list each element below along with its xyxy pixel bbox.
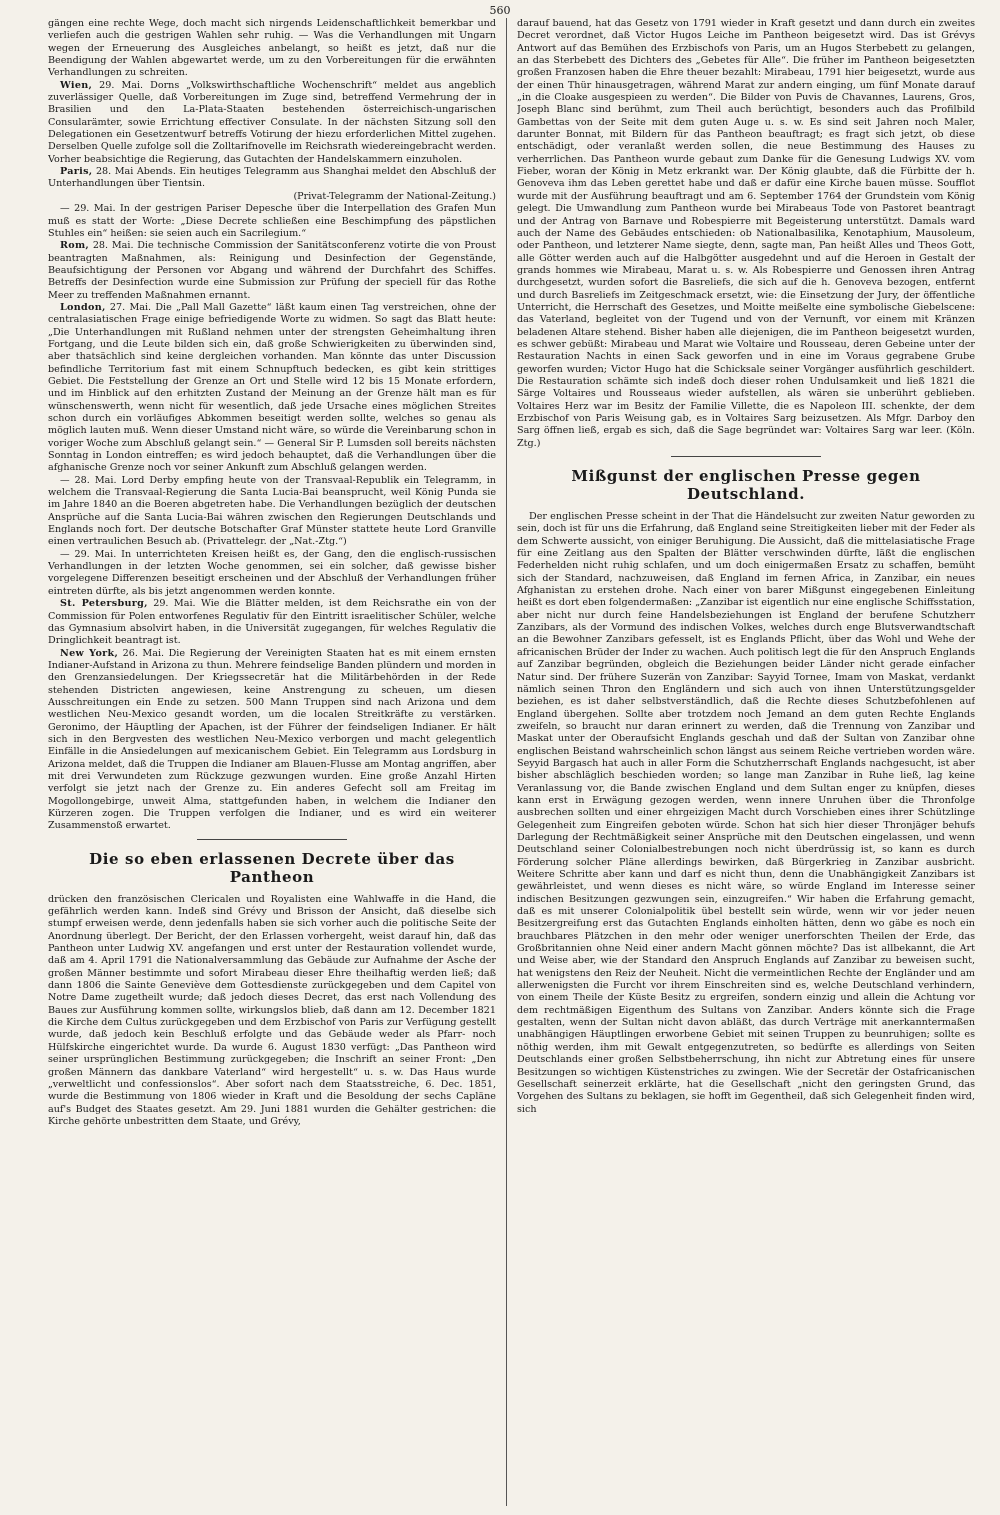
dateline-new-york: New York, bbox=[60, 647, 119, 659]
article-body-pantheon: drücken den französischen Clericalen und Royalisten eine Wahlwaffe in die Hand, die gefährlich werden kann. Indeß sind Grévy und Brisson der Ansicht, daß dieselbe sich stumpf erweisen werde, denn jedenfalls haben sie sich vorher auch die politische Seite der Anordnung überlegt. Der Bericht, der den Erlassen vorhergeht, weist darauf hin, daß das Pantheon unter Ludwig XV. angefangen und erst unter der Restauration vollendet wurde, daß am 4. April 1791 die Nationalversammlung das Gebäude zur Aufnahme der Asche der großen Männer bestimmte und sofort Mirabeau dieser Ehre theilhaftig werden ließ; daß dann 1806 die Sainte Geneviève dem Gottesdienste zurückgegeben und dem Capitel von Notre Dame zugetheilt wurde; daß jedoch dieses Decret, das erst nach Vollendung des Baues zur Ausführung kommen sollte, wirkungslos blieb, daß dann am 12. December 1821 die Kirche dem Cultus zurückgegeben und dem Erzbischof von Paris zur Verfügung gestellt wurde, daß jedoch kein Beschluß erfolgte und das Gebäude weder als Pfarr- noch Hülfskirche eingerichtet wurde. Da wurde 6. August 1830 verfügt: „Das Pantheon wird seiner ursprünglichen Bestimmung zurückgegeben; die Inschrift an seiner Front: „Den großen Männern das dankbare Vaterland“ wird hergestellt“ u. s. w. Das Haus wurde „verweltlicht und confessionslos“. Aber sofort nach dem Staatsstreiche, 6. Dec. 1851, wurde die Bestimmung von 1806 wieder in Kraft und die Besoldung der sechs Capläne auf's Budget des Staates gesetzt. Am 29. Juni 1881 wurden die Gehälter gestrichen: die Kirche gehörte unbestritten dem Staate, und Grévy, bbox=[48, 893, 496, 1127]
page-number: 560 bbox=[489, 4, 511, 17]
news-text-st-petersburg: 29. Mai. Wie die Blätter melden, ist dem Reichsrathe ein von der Commission für Polen entworfenes Regulativ für den Eintritt israelitischer Schüler, welche das Gymnasium absolvirt haben, in die Universität zugegangen, für welches Regulativ die Dringlichkeit beantragt ist. bbox=[48, 598, 496, 647]
article-heading-pantheon: Die so eben erlassenen Decrete über das Pantheon bbox=[89, 849, 455, 886]
news-item-london bbox=[48, 302, 496, 475]
dateline-london: London, bbox=[60, 301, 106, 313]
news-item-london-2: — 28. Mai. Lord Derby empfing heute von der Transvaal-Republik ein Telegramm, in welchem die Transvaal-Regierung die Santa Lucia-Bai beansprucht, weil König Punda sie im Jahre 1840 an die Boeren abgetreten habe. Die Verhandlungen bezüglich der deutschen Ansprüche auf die Santa Lucia-Bai währen zwischen den Regierungen Deutschlands und Englands noch fort. Der deutsche Botschafter Graf Münster stattete heute Lord Granville einen vertraulichen Besuch ab. (Privattelegr. der „Nat.-Ztg.“) bbox=[48, 474, 496, 548]
news-text-paris: 28. Mai Abends. Ein heutiges Telegramm aus Shanghai meldet den Abschluß der Unterhandlungen über Tientsin. bbox=[48, 166, 496, 190]
article-heading-presse: Mißgunst der englischen Presse gegen Deutschland. bbox=[571, 467, 921, 504]
news-item-wien bbox=[48, 80, 496, 166]
news-item-st-petersburg bbox=[48, 598, 496, 647]
news-item-rom bbox=[48, 240, 496, 302]
news-text-wien: 29. Mai. Dorns „Volkswirthschaftliche Wochenschrift“ meldet aus angeblich zuverlässiger Quelle, daß Vorbereitungen im Zuge sind, betreffend Vermehrung der in Brasilien und den La-Plata-Staaten bestehenden österreichisch-ungarischen Consularämter, sowie Errichtung effectiver Consulate. In der nächsten Sitzung soll den Delegationen ein Gesetzentwurf betreffs Votirung der hiezu erforderlichen Mittel zugehen. Derselben Quelle zufolge soll die Zolltarifnovelle im Reichsrath wiedereingebracht werden. Vorher beabsichtige die Regierung, das Gutachten der Handelskammern einzuholen. bbox=[48, 79, 496, 165]
news-item-london-3: — 29. Mai. In unterrichteten Kreisen heißt es, der Gang, den die englisch-russischen Verhandlungen in der letzten Woche genommen, sei ein solcher, daß gewisse bisher vorgelegene Differenzen beseitigt erscheinen und der Abschluß der Verhandlungen früher eintreten dürfte, als bis jetzt angenommen werden konnte. bbox=[48, 548, 496, 597]
article-continuation: gängen eine rechte Wege, doch macht sich nirgends Leidenschaftlichkeit bemerkbar und verliefen auch die gestrigen Wahlen sehr ruhig. — Was die Verhandlungen mit Ungarn wegen der Erneuerung des Ausgleiches anbelangt, so heißt es jetzt, daß nur die Beendigung der Wahlen abgewartet werde, um zu den Vorbereitungen für die erwähnten Verhandlungen zu schreiten. bbox=[48, 18, 496, 79]
news-text-new-york: 26. Mai. Die Regierung der Vereinigten Staaten hat es mit einem ernsten Indianer-Aufstand in Arizona zu thun. Mehrere feindselige Banden plündern und morden in den Grenzansiedelungen. Der Kriegssecretär hat die Militärbehörden in der Rede stehenden Districten angewiesen, keine Anstrengung zu scheuen, um diesen Ausschreitungen ein Ende zu setzen. 500 Mann Truppen sind nach Arizona und dem westlichen Neu-Mexico gesandt worden, um die localen Streitkräfte zu verstärken. Geronimo, der Häuptling der Apachen, ist der Führer der feindseligen Indianer. Er hält sich in den Bergvesten des westlichen Neu-Mexico verborgen und macht gelegentlich Einfälle in die Ansiedelungen auf mexicanischem Gebiet. Ein Telegramm aus Lordsburg in Arizona meldet, daß die Truppen die Indianer am Blauen-Flusse am Montag angriffen, aber mit drei Verwundeten zum Rückzuge gezwungen wurden. Eine große Anzahl Hirten verfolgt sie jetzt nach der Grenze zu. Ein anderes Gefecht soll am Freitag im Mogollongebirge, unweit Alma, stattgefunden haben, in welchem die Indianer den Kürzeren zogen. Die Truppen verfolgen die Indianer, und es wird ein weiterer Zusammenstoß erwartet. bbox=[48, 647, 496, 832]
dateline-paris: Paris, bbox=[60, 166, 93, 178]
news-item-new-york bbox=[48, 648, 496, 833]
article-body-pantheon-continued: darauf bauend, hat das Gesetz von 1791 wieder in Kraft gesetzt und dann durch ein zweites Decret verordnet, daß Victor Hugos Leiche im Pantheon beigesetzt wird. Das ist Grévys Antwort auf das Bemühen des Erzbischofs von Paris, um an Hugos Sterbebett zu gelangen, an das Sterbebett des Dichters des „Gebetes für Alle“. Die früher im Pantheon beigesetzten großen Franzosen haben die Ehre theuer bezahlt: Mirabeau, 1791 hier beigesetzt, wurde aus der einen Thür hinausgetragen, während Marat zur andern einging, um fünf Monate darauf „in die Cloake ausgespieen zu werden“. Die Bilder von Puvis de Chavannes, Laurens, Gros, Joseph Blanc sind berühmt, zum Theil auch berüchtigt, besonders auch das Profilbild Gambettas von der Seite mit dem guten Auge u. s. w. Es sind seit Jahren noch Maler, darunter Bonnat, mit Bildern für das Pantheon beauftragt; es fragt sich jetzt, ob diese entschädigt, oder veranlaßt werden sollen, die neue Bestimmung des Hauses zu verherrlichen. Das Pantheon wurde gebaut zum Danke für die Genesung Ludwigs XV. vom Fieber, woran der König in Metz erkrankt war. Der König glaubte, daß die Fürbitte der h. Genoveva ihm das Leben gerettet habe und daß er dafür eine Kirche bauen müsse. Soufflot wurde mit der Ausführung beauftragt und am 6. September 1764 der Grundstein vom König gelegt. Die Umwandlung zum Pantheon wurde bei Mirabeaus Tode von Pastoret beantragt und der Antrag von Barnave und Robespierre mit Begeisterung unterstützt. Damals ward auch der Name des Gebäudes entschieden: ob Nationalbasilika, Kenotaphium, Mausoleum, oder Pantheon, und letzterer Name siegte, denn, sagte man, Pan heißt Alles und Theos Gott, alle Götter werden auch auf die Halbgötter ausgedehnt und auf die Heroen in Gestalt der grands hommes wie Mirabeau, Marat u. s. w. Als Robespierre und Genossen ihren Antrag durchgesetzt, wurden sofort die Basreliefs, die sich auf die h. Genoveva bezogen, entfernt und durch Basreliefs im Zeitgeschmack ersetzt, wie: die Einsetzung der Jury, der öffentliche Unterricht, die Herrschaft des Gesetzes, und Moitte meißelte eine symbolische Giebelscene: das Vaterland, begleitet von der Tugend und von der Vernunft, vor einem mit Kränzen beladenen Altare stehend. Bisher haben alle diejenigen, die im Pantheon beigesetzt wurden, es schwer gebüßt: Mirabeau und Marat wie Voltaire und Rousseau, deren Gebeine unter der Restauration Nachts in einen Sack geworfen und in eine im Voraus gegrabene Grube geworfen wurden; Victor Hugo hat die Schicksale seiner Vorgänger ausführlich geschildert. Die Restauration schämte sich indeß doch dieser rohen Undulsamkeit und ließ 1821 die Särge Voltaires und Rousseaus wieder aufstellen, als wären sie unberührt geblieben. Voltaires Herz war im Besitz der Familie Villette, die es Napoleon III. schenkte, der dem Erzbischof von Paris Weisung gab, es in Voltaires Sarg beizusetzen. Als Mfgr. Darboy den Sarg öffnen ließ, ergab es sich, daß die Sage begründet war: Voltaires Sarg war leer. (Köln. Ztg.) bbox=[517, 18, 975, 449]
section-divider-right bbox=[671, 456, 821, 457]
article-body-presse: Der englischen Presse scheint in der That die Händelsucht zur zweiten Natur geworden zu sein, doch ist für uns die Erfahrung, daß England seine Streitigkeiten lieber mit der Feder als dem Schwerte aussicht, von einiger Beruhigung. Die Aussicht, daß die mittelasiatische Frage für eine Zeitlang aus den Spalten der Blätter verschwinden dürfte, läßt die englischen Federhelden nicht ruhig schlafen, und um doch einigermaßen Ersatz zu schaffen, bemüht sich der Standard, nachzuweisen, daß England im fernen Africa, in Zanzibar, ein neues Afghanistan zu erstehen drohe. Nach einer von barer Mißgunst eingegebenen Einleitung heißt es dort eben folgendermaßen: „Zanzibar ist eigentlich nur eine englische Schiffsstation, aber nicht nur durch feine Handelsbeziehungen ist England der berufene Schutzherr Zanzibars, als der Vormund des indischen Volkes, welches durch enge Blutsverwandtschaft an die Bewohner Zanzibars gefesselt, ist es Englands Pflicht, über das Wohl und Wehe der africanischen Brüder der Inder zu wachen. Auch politisch legt die für den Anspruch Englands auf Zanzibar begründen, obgleich die Beziehungen beider Länder nicht gerade einfacher Natur sind. Der frühere Suzerän von Zanzibar: Sayyid Tornee, Imam von Maskat, verdankt nämlich seinen Thron den Engländern und sich auch von ihnen Unterstützungsgelder beziehen, es ist daher selbstverständlich, daß die Rechte dieses Schutzbefohlenen auf England übergehen. Sollte aber trotzdem noch Jemand an dem guten Rechte Englands zweifeln, so braucht nur daran erinnert zu werden, daß die Trennung von Zanzibar und Maskat unter der Oberaufsicht Englands geschah und daß der Sultan von Zanzibar ohne englischen Beistand wahrscheinlich schon längst aus seinem Reiche vertrieben worden wäre. Seyyid Bargasch hat auch in aller Form die Schutzherrschaft Englands nachgesucht, ist aber bisher abschläglich beschieden worden; so lange man Zanzibar in Ruhe ließ, lag keine Veranlassung vor, die Bande zwischen England und dem Sultan enger zu knüpfen, dieses kann erst in Erwägung gezogen werden, wenn innere Unruhen über die Thronfolge ausbrechen sollten und einer ehrgeizigen Macht durch Vorschieben eines ihrer Schützlinge Gelegenheit zum Eingreifen geboten würde. Schon hat sich hier dieser Thronjäger behufs Darlegung der Rechtmäßigkeit seiner Ansprüche mit den Deutschen eingelassen, und wenn Deutschland seiner Colonialbestrebungen noch nicht überdrüssig ist, so kann es durch Förderung solcher Pläne allerdings bewirken, daß Bürgerkrieg in Zanzibar ausbricht. Weitere Schritte aber kann und darf es nicht thun, denn die Unabhängigkeit Zanzibars ist gewährleistet, und wenn dieses es nicht wäre, so würde England im Interesse seiner indischen Besitzungen gezwungen sein, einzugreifen.“ Wir haben die Erfahrung gemacht, daß es mit unserer Colonialpolitik übel bestellt sein würde, wenn wir vor jeder neuen Besitzergreifung erst das Gutachten Englands einholten hätten, denn wo gäbe es noch ein brauchbares Plätzchen in den mehr oder weniger unerforschten Theilen der Erde, das Großbritannien ohne Neid einer andern Macht gönnen möchte? Das ist allbekannt, die Art und Weise aber, wie der Standard den Anspruch Englands auf Zanzibar zu beweisen sucht, hat wenigstens den Reiz der Neuheit. Nicht die vermeintlichen Rechte der Engländer und am allerwenigsten die Furcht vor ihrem Einschreiten sind es, welche Deutschland verhindern, von einem Theile der Küste Besitz zu ergreifen, sondern einzig und allein die Achtung vor dem rechtmäßigen Eigenthum des Sultans von Zanzibar. Anders könnte sich die Frage gestalten, wenn der Sultan nicht davon abläßt, das durch Verträge mit anerkanntermaßen unabhängigen Häuptlingen erworbene Gebiet mit seinen Truppen zu beunruhigen; sollte es nöthig werden, ihm mit Gewalt entgegenzutreten, so bedürfte es allerdings von Seiten Deutschlands einer großen Selbstbeherrschung, ihn nicht zur Abtretung eines für unsere Besitzungen so wichtigen Küstenstriches zu zwingen. Wie der Secretär der Ostafricanischen Gesellschaft seinerzeit erklärte, hat die Gesellschaft „nicht den geringsten Grund, das Vorgehen des Sultans zu beklagen, sie hofft im Gegentheil, daß sich Gelegenheit finden wird, sich bbox=[517, 511, 975, 1115]
column-divider bbox=[506, 18, 507, 1506]
news-text-london: 27. Mai. Die „Pall Mall Gazette“ läßt kaum einen Tag verstreichen, ohne der centralasiatischen Frage einige befriedigende Worte zu widmen. So sagt das Blatt heute: „Die Unterhandlungen mit Rußland nehmen unter der strengsten Geheimhaltung ihren Fortgang, und die Leute bilden sich ein, daß große Schwierigkeiten zu überwinden sind, aber thatsächlich sind keine dergleichen vorhanden. Man könnte das unter Discussion befindliche Territorium fast mit einem Schnupftuch bedecken, es gibt kein strittiges Gebiet. Die Feststellung der Grenze an Ort und Stelle wird 12 bis 15 Monate erfordern, und im Hinblick auf den erhitzten Zustand der Meinung an der Grenze hält man es für wünschenswerth, wenn nicht für wesentlich, daß jede Ursache eines möglichen Streites schon durch ein vorläufiges Abkommen beseitigt werden sollte, welches so genau als möglich lauten muß. Wenn dieser Umstand nicht wäre, so würde die Vereinbarung schon in voriger Woche zum Abschluß gelangt sein.“ — General Sir P. Lumsden soll bereits nächsten Sonntag in London eintreffen; es wird jedoch behauptet, daß die Verhandlungen über die afghanische Grenze noch vor seiner Ankunft zum Abschluß gelangen werden. bbox=[48, 301, 496, 474]
source-note-paris: (Privat-Telegramm der National-Zeitung.) bbox=[293, 190, 496, 202]
left-column bbox=[48, 18, 496, 1510]
section-divider bbox=[197, 839, 347, 840]
dateline-rom: Rom, bbox=[60, 240, 90, 252]
news-item-paris-2: — 29. Mai. In der gestrigen Pariser Depesche über die Interpellation des Grafen Mun muß es statt der Worte: „Diese Decrete schließen eine Beschimpfung des päpstlichen Stuhles ein“ heißen: sie seien auch ein Sacrilegium.“ bbox=[48, 203, 496, 239]
news-text-rom: 28. Mai. Die technische Commission der Sanitätsconferenz votirte die von Proust beantragten Maßnahmen, als: Reinigung und Desinfection der Gegenstände, Beaufsichtigung der Personen vor Abgang und während der Durchfahrt des Schiffes. Betreffs der Desinfection wurde eine Submission zur Prüfung der speciell für das Rothe Meer zu treffenden Maßnahmen ernannt. bbox=[48, 240, 496, 301]
news-item-paris bbox=[48, 166, 496, 191]
dateline-wien: Wien, bbox=[60, 79, 93, 91]
dateline-st-petersburg: St. Petersburg, bbox=[60, 598, 148, 610]
right-column bbox=[517, 18, 975, 1510]
